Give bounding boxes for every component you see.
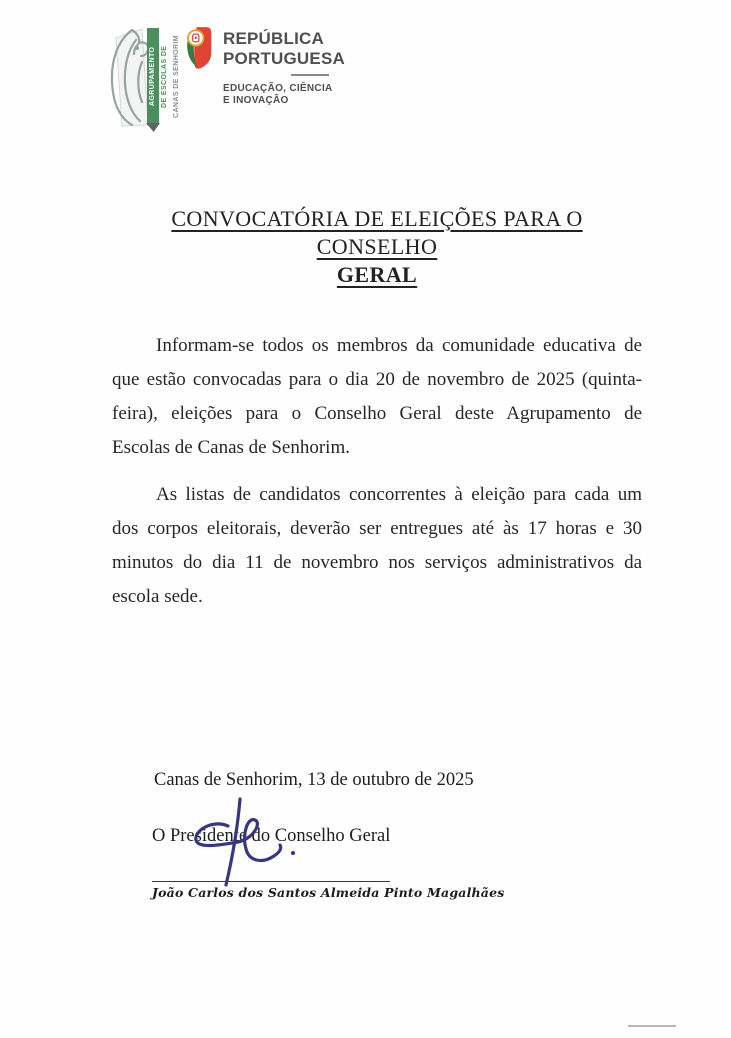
paragraph (112, 329, 642, 465)
signer-printed-name: João Carlos dos Santos Almeida Pinto Magalhães (152, 885, 505, 900)
paragraph-line: feira), eleições para o Conselho Geral deste Agrupamento de (112, 403, 642, 424)
government-wordmark (223, 29, 345, 107)
document-title (112, 205, 642, 289)
paragraph-line: Escolas de Canas de Senhorim. (112, 437, 350, 458)
paragraph-line: Informam-se todos os membros da comunidade educativa de (156, 335, 642, 356)
portugal-flag-icon (185, 25, 212, 71)
ministry-line-1: EDUCAÇÃO, CIÊNCIA (223, 83, 333, 94)
paragraph-line: dos corpos eleitorais, deverão ser entregues até às 17 horas e 30 (112, 518, 642, 539)
document-body (112, 205, 642, 900)
body-paragraphs (112, 329, 642, 614)
portuguesa-line: PORTUGUESA (223, 49, 345, 68)
wordmark-divider (291, 74, 329, 76)
signature-rule (152, 881, 390, 882)
signer-role: O Presidente do Conselho Geral (152, 826, 391, 846)
school-strip-canas-de-senhorim: CANAS DE SENHORIM (171, 28, 185, 125)
paragraph-line: que estão convocadas para o dia 20 de novembro de 2025 (quinta- (112, 369, 642, 390)
paragraph-line: minutos do dia 11 de novembro nos serviços administrativos da (112, 552, 642, 573)
school-strip-de-escolas-de: DE ESCOLAS DE (159, 28, 171, 125)
republica-line: REPÚBLICA (223, 29, 324, 48)
school-logo-strips (147, 28, 185, 125)
title-line-2: GERAL (336, 262, 418, 287)
paragraph-line: escola sede. (112, 586, 203, 607)
paragraph (112, 478, 642, 614)
ministry-line-2: E INOVAÇÃO (223, 95, 289, 106)
school-strip-agrupamento: AGRUPAMENTO (147, 28, 159, 125)
paragraph-line: As listas de candidatos concorrentes à eleição para cada um (156, 484, 642, 505)
scan-artifact-line (628, 1025, 676, 1027)
date-place-line: Canas de Senhorim, 13 de outubro de 2025 (154, 770, 474, 790)
title-line-1: CONVOCATÓRIA DE ELEIÇÕES PARA O CONSELHO (171, 206, 583, 259)
school-owl-logo-icon (106, 26, 152, 128)
